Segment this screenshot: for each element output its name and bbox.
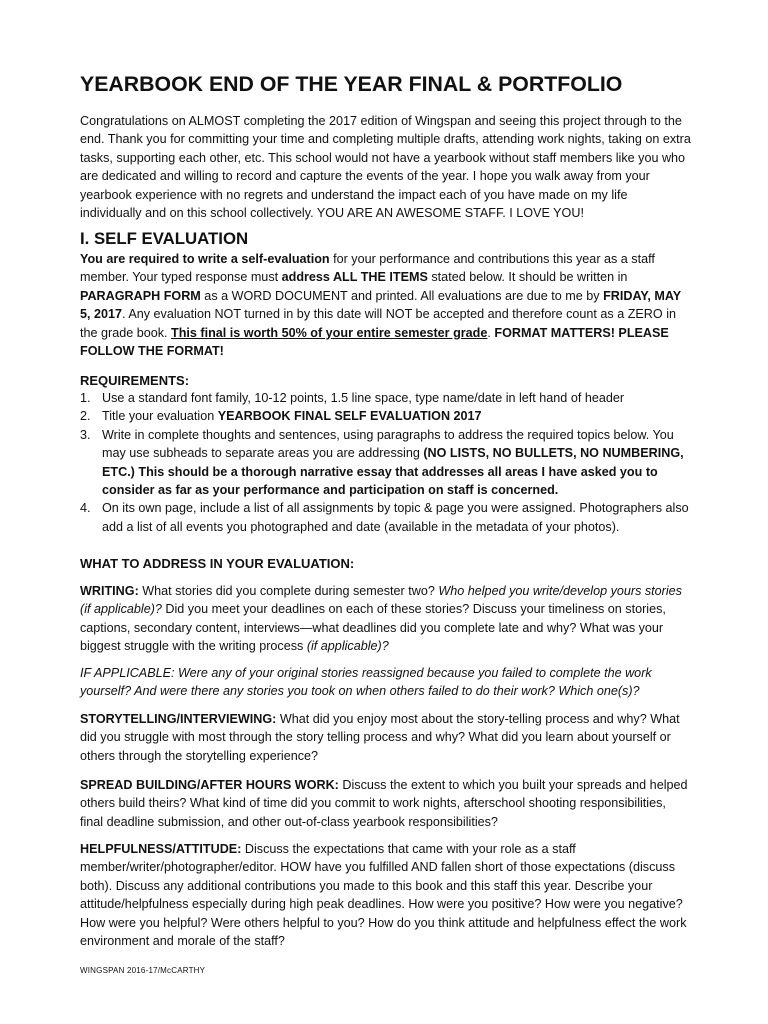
list-item — [80, 407, 692, 425]
item-text: Write in complete thoughts and sentences, using paragraphs to address the required topics below. You may use subheads to separate areas you are addressing — [102, 427, 674, 461]
eval-text-1: for your performance and contributions this year as a staff member. Your typed response must — [80, 252, 655, 285]
storytelling-paragraph — [80, 710, 692, 765]
page-footer: WINGSPAN 2016-17/McCARTHY — [80, 966, 206, 975]
intro-paragraph — [80, 112, 692, 222]
eval-text-3: as a WORD DOCUMENT and printed. All evaluations are due to me by — [200, 288, 604, 303]
item-text: Use a standard font family, 10-12 points, 1.5 line space, type name/date in left hand of header — [102, 391, 625, 405]
eval-text-5: . — [487, 325, 495, 340]
writing-italic-2: (if applicable)? — [306, 639, 389, 654]
writing-text-1: What stories did you complete during semester two? — [138, 584, 439, 598]
address-heading: WHAT TO ADDRESS IN YOUR EVALUATION: — [80, 556, 355, 571]
writing-text-2: Did you meet your deadlines on each of these stories? Discuss your timeliness on stories, captions, secondary content, interviews—what deadlines did you complete late and why? What was your biggest struggle with the writing process — [80, 602, 666, 654]
item-number: 1. — [80, 391, 91, 405]
item-text: Title your evaluation — [102, 409, 218, 424]
document-title: YEARBOOK END OF THE YEAR FINAL & PORTFOLIO — [80, 72, 623, 96]
spread-building-label: SPREAD BUILDING/AFTER HOURS WORK: — [80, 778, 339, 792]
helpfulness-paragraph — [80, 840, 692, 950]
intro-text: Congratulations on ALMOST completing the 2017 edition of Wingspan and seeing this project through to the end. Thank you for committing your time and completing multiple drafts, attending work nights, taking on extra tasks, supporting each other, etc. This school would not have a yearbook without staff members like you who are dedicated and willing to record and capture the events of the year. I hope you walk away from your yearbook experience with no regrets and understand the impact each of you have made on my life individually and on this school collectively. YOU ARE AN AWESOME STAFF. I LOVE YOU! — [80, 114, 691, 221]
item-number: 2. — [80, 409, 91, 424]
helpfulness-text: Discuss the expectations that came with your role as a staff member/writer/photographer/editor. HOW have you fulfilled AND fallen short of those expectations (discuss both). Discuss any additional contributions you made to this book and this staff this year. Describe your attitude/helpfulness especially during high peak deadlines. How were you positive? How were you negative? How were you helpful? Were others helpful to you? How do you think attitude and helpfulness effect the work environment and morale of the staff? — [80, 842, 687, 949]
list-item — [80, 499, 692, 536]
spread-building-text: Discuss the extent to which you built your spreads and helped others build theirs? What kind of time did you commit to work nights, afterschool shooting responsibilities, final deadline submission, and other out-of-class yearbook responsibilities? — [80, 778, 688, 829]
if-applicable-text: IF APPLICABLE: Were any of your original stories reassigned because you failed to complete the work yourself? And were there any stories you took on when others failed to do their work? Which one(s)? — [80, 666, 652, 699]
helpfulness-label: HELPFULNESS/ATTITUDE: — [80, 842, 242, 856]
list-item — [80, 389, 692, 407]
paragraph-form: PARAGRAPH FORM — [80, 288, 201, 303]
requirements-list — [80, 389, 692, 536]
writing-italic-1: Who helped you write/develop yours stories (if applicable)? — [80, 584, 682, 617]
storytelling-label: STORYTELLING/INTERVIEWING: — [80, 712, 277, 726]
spread-building-paragraph — [80, 776, 692, 831]
writing-label: WRITING: — [80, 584, 139, 598]
format-matters: FORMAT MATTERS! PLEASE FOLLOW THE FORMAT! — [80, 325, 669, 359]
section-heading-self-evaluation: I. SELF EVALUATION — [80, 229, 249, 248]
writing-paragraph — [80, 582, 692, 656]
required-text: You are required to write a self-evaluation — [80, 252, 330, 266]
eval-text-2: stated below. It should be written in — [427, 270, 628, 285]
item-bold-text: YEARBOOK FINAL SELF EVALUATION 2017 — [217, 409, 482, 424]
item-number: 4. — [80, 501, 91, 516]
requirements-heading: REQUIREMENTS: — [80, 373, 190, 388]
storytelling-text: What did you enjoy most about the story-telling process and why? What did you struggle with most through the story telling process and why? What did you learn about yourself or others through the storytelling experience? — [80, 712, 680, 763]
item-bold-text: (NO LISTS, NO BULLETS, NO NUMBERING, ETC.) This should be a thorough narrative essay that addresses all areas I have asked you to consider as far as your performance and participation on staff is concerned. — [102, 446, 684, 498]
item-text: On its own page, include a list of all assignments by topic & page you were assigned. Photographers also add a list of all events you photographed and date (available in the metadata of your photos). — [102, 501, 689, 534]
self-evaluation-paragraph — [80, 250, 692, 360]
grade-weight: This final is worth 50% of your entire semester grade — [171, 325, 488, 340]
address-all-items: address ALL THE ITEMS — [281, 270, 428, 285]
eval-text-4: . Any evaluation NOT turned in by this date will NOT be accepted and therefore count as a ZERO in the grade book. — [80, 307, 676, 340]
list-item — [80, 426, 692, 500]
if-applicable-paragraph — [80, 664, 692, 701]
item-number: 3. — [80, 427, 91, 442]
due-date: FRIDAY, MAY 5, 2017 — [80, 288, 681, 322]
